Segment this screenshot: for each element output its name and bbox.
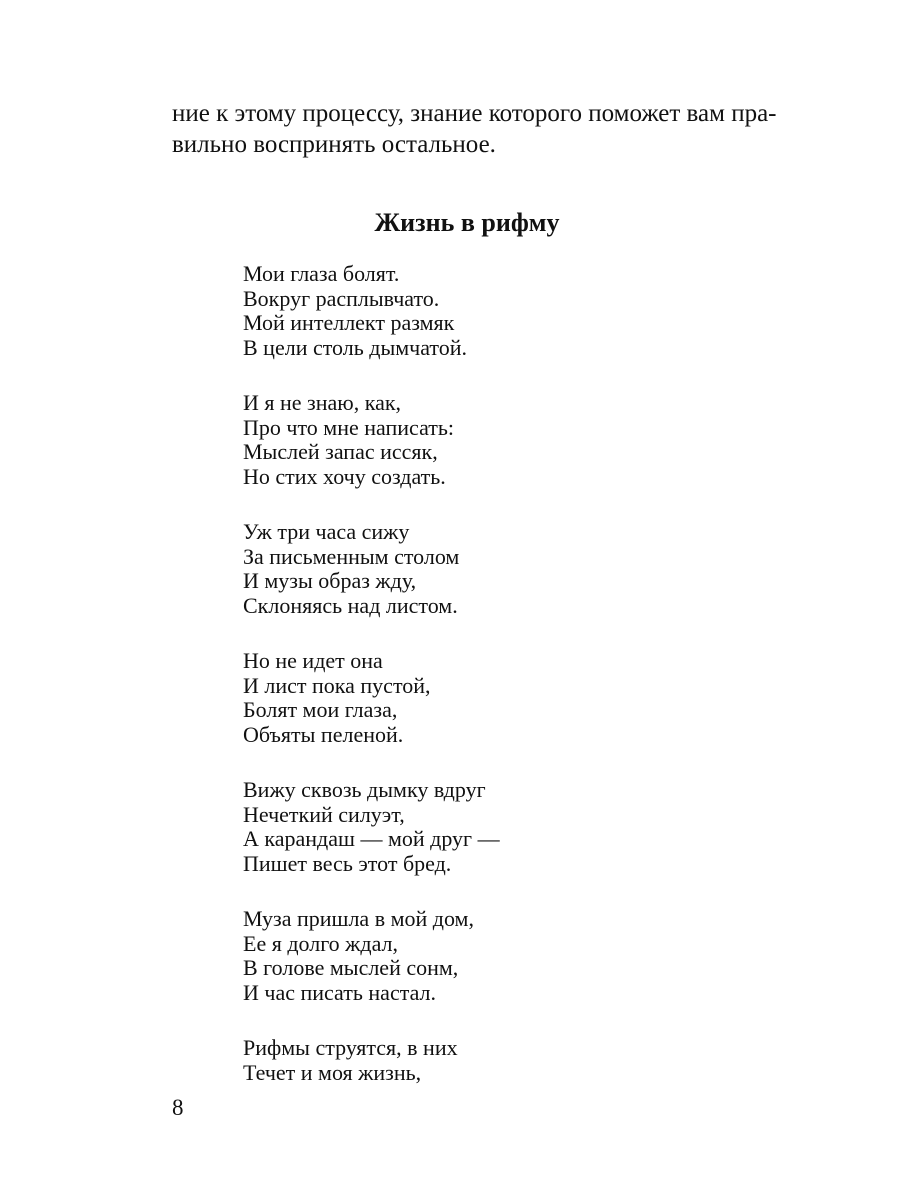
poem-line: Течет и моя жизнь, — [243, 1059, 422, 1085]
poem-line: За письменным столом — [243, 543, 460, 569]
intro-line: вильно воспринять остальное. — [172, 131, 496, 158]
poem-line: Мой интеллект размяк — [243, 310, 455, 335]
poem-line: В цели столь дымчатой. — [243, 334, 468, 360]
poem-line: Ее я долго ждал, — [243, 930, 399, 956]
poem-line: Вокруг расплывчато. — [243, 285, 440, 311]
poem-line: Но не идет она — [243, 648, 383, 673]
poem-line: Уж три часа сижу — [243, 519, 410, 544]
intro-paragraph — [172, 98, 777, 160]
poem-line: Рифмы струятся, в них — [243, 1035, 458, 1060]
poem-line: Муза пришла в мой дом, — [243, 906, 474, 931]
stanza — [243, 778, 763, 876]
stanza — [243, 1036, 763, 1085]
stanza — [243, 391, 763, 489]
poem-line: Мои глаза болят. — [243, 261, 400, 286]
page-number: 8 — [172, 1095, 184, 1120]
poem-line: В голове мыслей сонм, — [243, 955, 459, 980]
poem-line: И лист пока пустой, — [243, 672, 431, 698]
poem-line: Вижу сквозь дымку вдруг — [243, 777, 486, 802]
poem-line: Пишет весь этот бред. — [243, 850, 452, 876]
poem-line: Мыслей запас иссяк, — [243, 439, 438, 464]
stanza — [243, 907, 763, 1005]
poem-line: Склоняясь над листом. — [243, 592, 458, 618]
poem-line: И музы образ жду, — [243, 568, 417, 593]
stanza — [243, 520, 763, 618]
poem-line: И я не знаю, как, — [243, 390, 402, 415]
poem-line: Но стих хочу создать. — [243, 463, 446, 489]
poem-line: Объяты пеленой. — [243, 721, 404, 747]
poem-line: А карандаш — мой друг — — [243, 826, 500, 851]
stanza — [243, 262, 763, 360]
poem-line: Нечеткий силуэт, — [243, 801, 405, 827]
poem-title: Жизнь в рифму — [374, 208, 560, 237]
poem-line: Про что мне написать: — [243, 414, 455, 440]
intro-line: ние к этому процессу, знание которого поможет вам пра- — [172, 100, 777, 127]
stanza — [243, 649, 763, 747]
poem-line: И час писать настал. — [243, 979, 437, 1005]
poem-line: Болят мои глаза, — [243, 697, 398, 722]
poem-body — [243, 262, 763, 1116]
